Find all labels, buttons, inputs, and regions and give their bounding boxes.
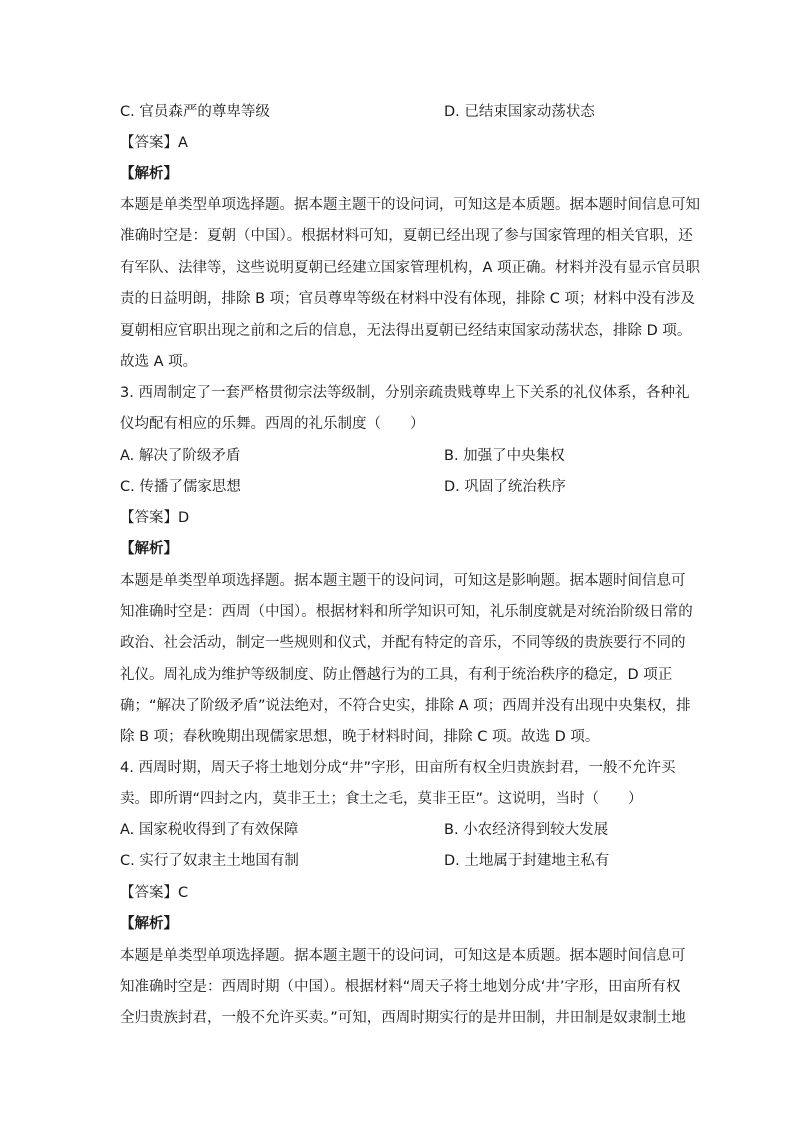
q2-analysis-line: 有军队、法律等，这些说明夏朝已经建立国家管理机构，A 项正确。材料并没有显示官员职	[120, 260, 701, 276]
q3-option-c: C. 传播了儒家思想	[120, 479, 241, 495]
q4-option-d: D. 土地属于封建地主私有	[444, 853, 610, 869]
q4-stem-line: 卖。即所谓“四封之内，莫非王土；食土之毛，莫非王臣”。这说明，当时（ ）	[120, 791, 643, 807]
q3-analysis-line: 礼仪。周礼成为维护等级制度、防止僭越行为的工具，有利于统治秩序的稳定，D 项正	[120, 667, 673, 683]
q2-analysis-line: 故选 A 项。	[120, 354, 198, 370]
q2-analysis-line: 准确时空是：夏朝（中国）。根据材料可知，夏朝已经出现了参与国家管理的相关官职，还	[120, 228, 693, 244]
q2-analysis-line: 责的日益明朗，排除 B 项；官员尊卑等级在材料中没有体现，排除 C 项；材料中没有涉及	[120, 291, 696, 307]
q2-option-c: C. 官员森严的尊卑等级	[120, 104, 270, 120]
q3-analysis-label: 【解析】	[120, 541, 178, 557]
q4-analysis-line: 全归贵族封君，一般不允许买卖。”可知，西周时期实行的是井田制，井田制是奴隶制土地	[120, 1010, 686, 1026]
q2-analysis-label: 【解析】	[120, 166, 178, 182]
q2-option-d: D. 已结束国家动荡状态	[444, 104, 595, 120]
q2-answer: 【答案】A	[120, 135, 188, 151]
q4-stem-line: 4. 西周时期，周天子将土地划分成“井”字形，田亩所有权全归贵族封君，一般不允许买	[120, 760, 676, 776]
q3-analysis-line: 确；“解决了阶级矛盾”说法绝对，不符合史实，排除 A 项；西周并没有出现中央集权，排	[120, 698, 691, 714]
q4-answer: 【答案】C	[120, 885, 189, 901]
q3-option-b: B. 加强了中央集权	[444, 448, 565, 464]
q4-analysis-line: 知准确时空是：西周时期（中国）。根据材料“周天子将土地划分成‘井’字形，田亩所有权	[120, 979, 681, 995]
q3-analysis-line: 本题是单类型单项选择题。据本题主题干的设问词，可知这是影响题。据本题时间信息可	[120, 573, 686, 589]
q3-stem-line: 3. 西周制定了一套严格贯彻宗法等级制，分别亲疏贵贱尊卑上下关系的礼仪体系，各种礼	[120, 385, 690, 401]
q4-option-a: A. 国家税收得到了有效保障	[120, 822, 299, 838]
q3-option-d: D. 巩固了统治秩序	[444, 479, 566, 495]
q3-analysis-line: 除 B 项；春秋晚期出现儒家思想，晚于材料时间，排除 C 项。故选 D 项。	[120, 729, 600, 745]
q3-option-a: A. 解决了阶级矛盾	[120, 448, 241, 464]
q3-analysis-line: 知准确时空是：西周（中国）。根据材料和所学知识可知，礼乐制度就是对统治阶级日常的	[120, 604, 693, 620]
q2-analysis-line: 本题是单类型单项选择题。据本题主题干的设问词，可知这是本质题。据本题时间信息可知	[120, 197, 700, 213]
q3-analysis-line: 政治、社会活动，制定一些规则和仪式，并配有特定的音乐，不同等级的贵族要行不同的	[120, 635, 686, 651]
q4-option-b: B. 小农经济得到较大发展	[444, 822, 609, 838]
q4-analysis-label: 【解析】	[120, 916, 178, 932]
q4-option-c: C. 实行了奴隶主土地国有制	[120, 853, 299, 869]
q3-answer: 【答案】D	[120, 510, 190, 526]
q3-stem-line: 仪均配有相应的乐舞。西周的礼乐制度（ ）	[120, 416, 425, 432]
q2-analysis-line: 夏朝相应官职出现之前和之后的信息，无法得出夏朝已经结束国家动荡状态，排除 D 项。	[120, 323, 692, 339]
q4-analysis-line: 本题是单类型单项选择题。据本题主题干的设问词，可知这是本质题。据本题时间信息可	[120, 948, 686, 964]
